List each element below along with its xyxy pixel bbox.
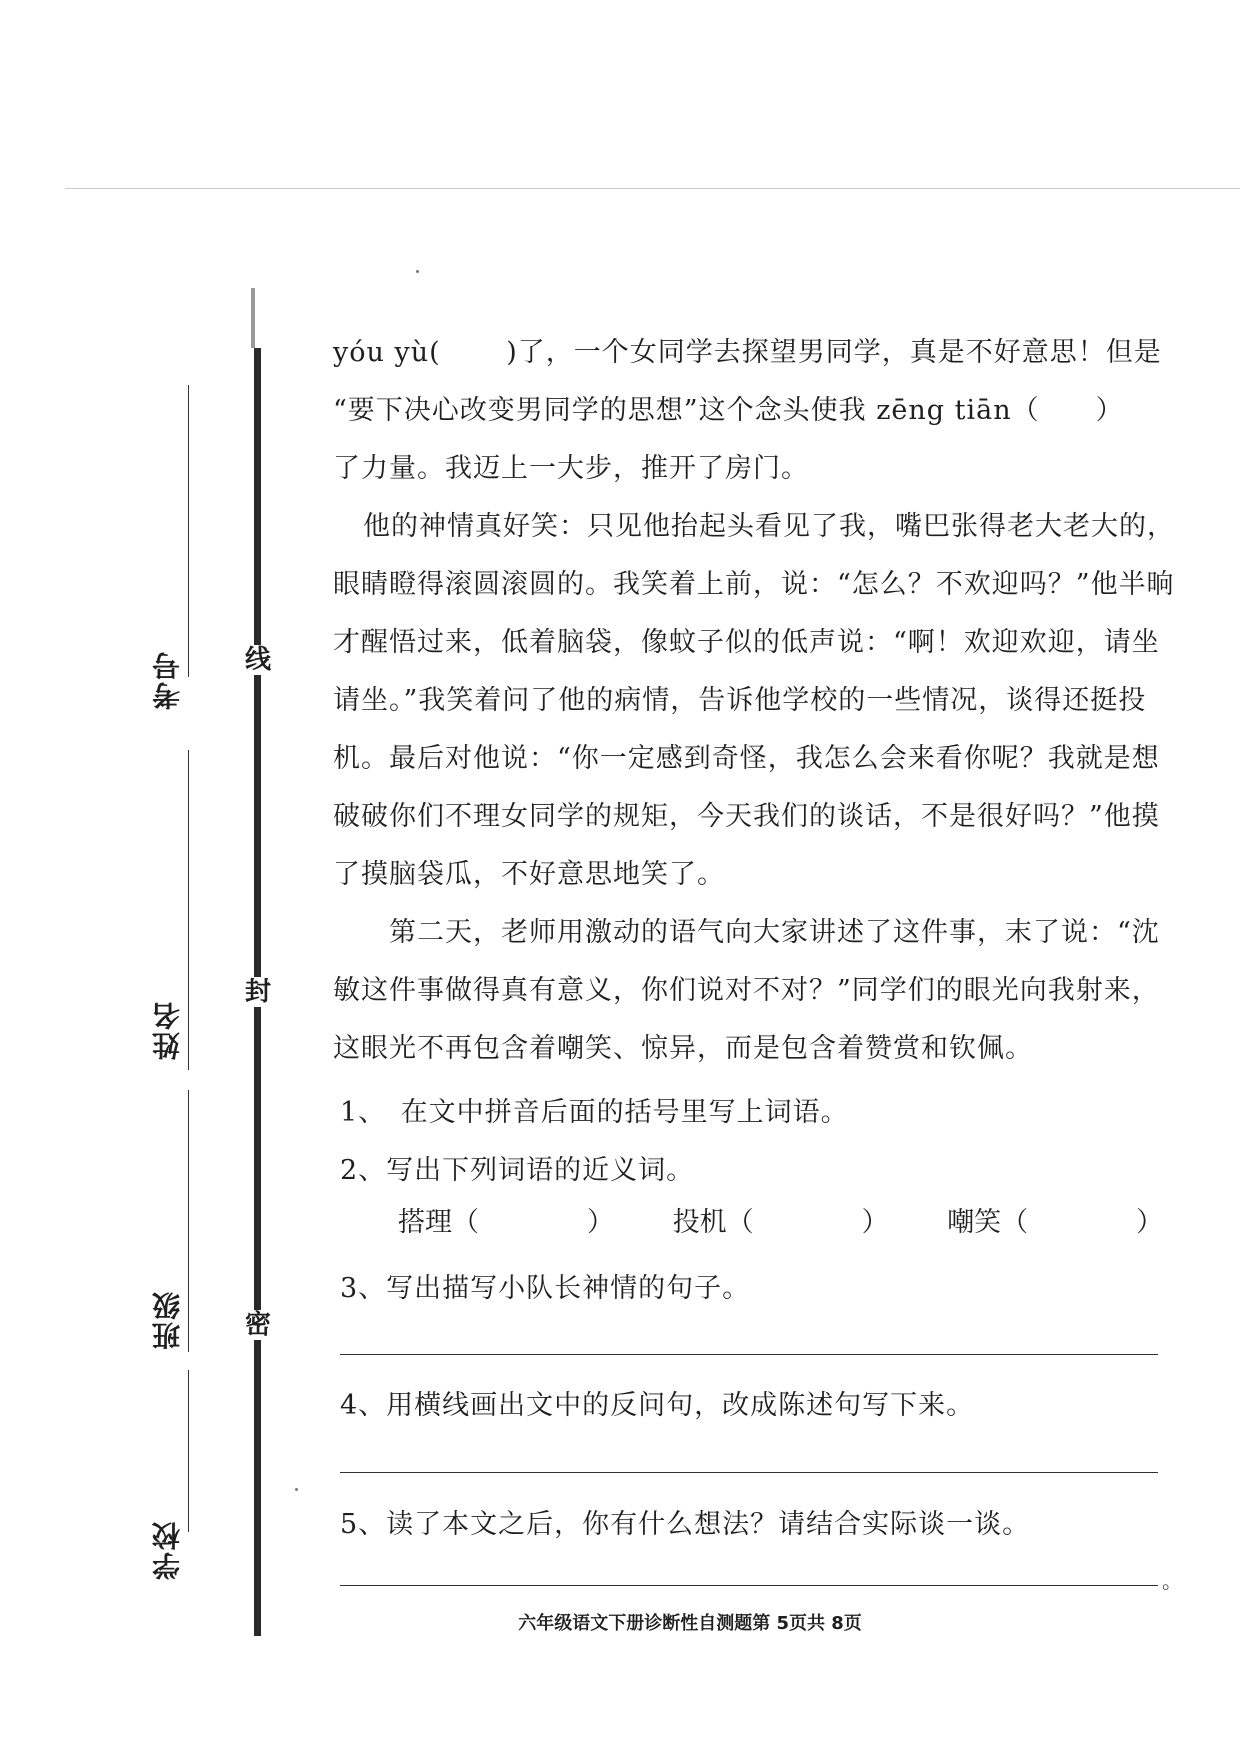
binding-char-feng: 封 [244,977,271,1007]
passage-line: 了力量。我迈上一大步，推开了房门。 [333,453,809,484]
question-1: 1、 在文中拼音后面的括号里写上词语。 [340,1097,849,1128]
passage-line: “要下决心改变男同学的思想”这个念头使我 zēng tiān（ ） [333,395,1124,426]
binding-char-xian: 线 [244,645,271,675]
passage-second-paragraph [333,498,1183,904]
passage-third-paragraph [333,904,1183,1078]
synonym-item[interactable]: 搭理（ ） [398,1207,614,1238]
answer-line-3[interactable] [340,1354,1158,1355]
name-label: 姓名 [151,1000,184,1060]
question-3: 3、写出描写小队长神情的句子。 [340,1273,751,1304]
name-line[interactable] [188,750,189,1070]
synonym-row [398,1200,1213,1239]
class-line[interactable] [188,1090,189,1352]
exam-no-line[interactable] [188,385,189,677]
synonym-item[interactable]: 投机（ ） [672,1207,889,1238]
scan-speck [416,270,419,273]
passage-line: yóu yù( )了，一个女同学去探望男同学，真是不好意思！但是 [333,337,1162,368]
page-footer: 六年级语文下册诊断性自测题第 5页共 8页 [518,1613,862,1634]
question-2: 2、写出下列词语的近义词。 [340,1155,695,1186]
passage-text: 第二天，老师用激动的语气向大家讲述了这件事，末了说：“沈敏这件事做得真有意义，你们说对不对？”同学们的眼光向我射来，这眼光不再包含着嘲笑、惊异，而是包含着赞赏和钦佩。 [333,917,1160,1064]
passage-text: 他的神情真好笑：只见他抬起头看见了我，嘴巴张得老大老大的，眼睛瞪得滚圆滚圆的。我笑着上前，说：“怎么？不欢迎吗？”他半晌才醒悟过来，低着脑袋，像蚊子似的低声说：“啊！欢迎欢迎，请坐请坐。”我笑着问了他的病情，告诉他学校的一些情况，谈得还挺投机。最后对他说：“你一定感到奇怪，我怎么会来看你呢？我就是想破破你们不理女同学的规矩，今天我们的谈话，不是很好吗？”他摸了摸脑袋瓜，不好意思地笑了。 [333,511,1175,890]
answer-line-4[interactable] [340,1472,1158,1473]
question-4: 4、用横线画出文中的反问句，改成陈述句写下来。 [340,1390,975,1421]
question-5: 5、读了本文之后，你有什么想法？请结合实际谈一谈。 [340,1509,1031,1540]
scan-speck [295,1488,298,1491]
scan-edge [65,188,1240,189]
answer-line-end-mark: 。 [1162,1569,1183,1593]
binding-char-mi: 密 [244,1310,271,1340]
exam-no-label: 考号 [151,650,184,710]
answer-line-5[interactable] [340,1585,1158,1586]
binding-line-top [251,288,255,348]
class-label: 班级 [151,1290,184,1350]
passage-first-paragraph [333,324,1183,498]
school-line[interactable] [188,1370,189,1532]
school-label: 学校 [151,1520,184,1580]
synonym-item[interactable]: 嘲笑（ ） [947,1207,1164,1238]
